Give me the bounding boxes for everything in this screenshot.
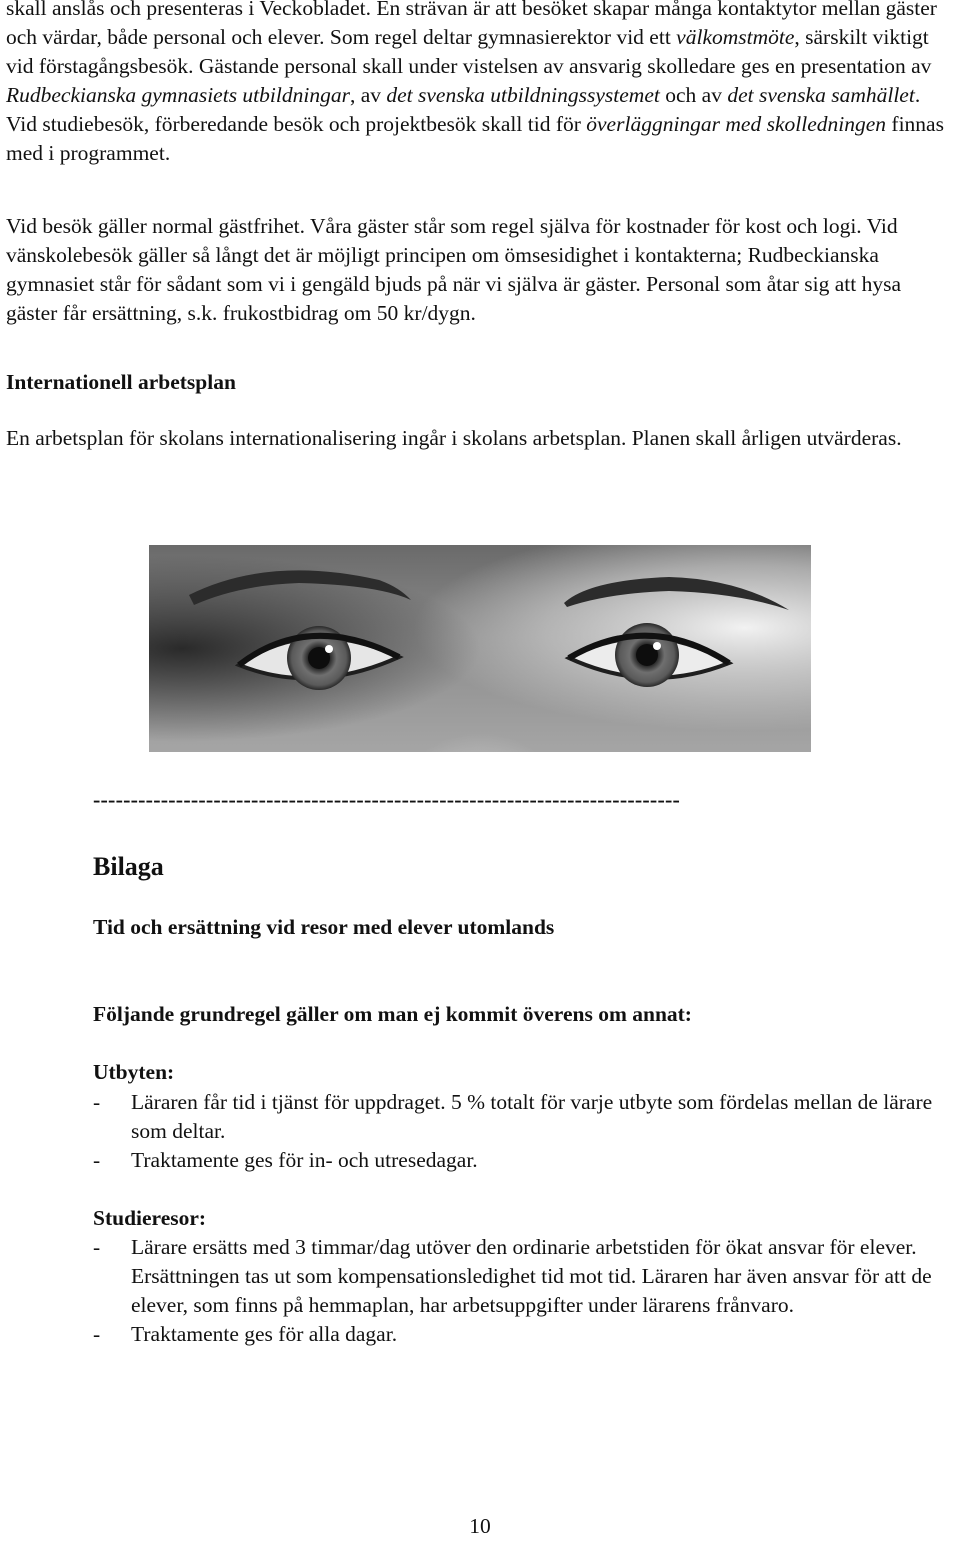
page-number: 10 (469, 1514, 491, 1538)
emphasis-society: det svenska samhället (727, 83, 915, 107)
emphasis-school-programs: Rudbeckianska gymnasiets utbildningar (6, 83, 350, 107)
emphasis-education-system: det svenska utbildningssystemet (386, 83, 660, 107)
section-divider: ------------------------------------------------------------------------------ (93, 787, 681, 812)
heading-study-trips: Studieresor: (93, 1206, 207, 1230)
hospitality-paragraph: Vid besök gäller normal gästfrihet. Våra gäster står som regel själva för kostnader för kost och logi. Vid vänskolebesök gäller så långt det är möjligt principen om ömsesidighet i kontakterna; Rudbeckianska gymnasiet står för sådant som vi i gengäld bjuds på när vi själva är gäster. Personal som åtar sig att hysa gäster får ersättning, s.k. frukostbidrag om 50 kr/dygn. (6, 214, 902, 325)
emphasis-meetings: överläggningar med skolledningen (586, 112, 887, 136)
heading-exchanges: Utbyten: (93, 1060, 175, 1084)
heading-travel-compensation: Tid och ersättning vid resor med elever utomlands (93, 915, 555, 939)
section-heading-international-plan: Internationell arbetsplan (6, 370, 236, 394)
appendix-title: Bilaga (93, 852, 164, 881)
list-bullet: - (93, 1148, 101, 1172)
list-item: - Traktamente ges för alla dagar. (93, 1320, 943, 1349)
emphasis-welcome-meeting: välkomstmöte (676, 25, 795, 49)
list-item: - Läraren får tid i tjänst för uppdraget. 5 % totalt för varje utbyte som fördelas mellan de lärare som deltar. (93, 1090, 933, 1143)
list-item: - Traktamente ges för in- och utresedagar. (93, 1146, 943, 1175)
list-bullet: - (93, 1090, 101, 1114)
study-trips-list (93, 1233, 943, 1349)
work-plan-paragraph: En arbetsplan för skolans internationalisering ingår i skolans arbetsplan. Planen skall årligen utvärderas. (6, 426, 902, 450)
list-bullet: - (93, 1235, 101, 1259)
list-bullet: - (93, 1322, 101, 1346)
heading-basic-rule: Följande grundregel gäller om man ej kommit överens om annat: (93, 1002, 692, 1026)
list-item: - Lärare ersätts med 3 timmar/dag utöver den ordinarie arbetstiden för ökat ansvar för elever. Ersättningen tas ut som kompensationsledighet tid mot tid. Läraren har även ansvar för att de elever, som finns på hemmaplan, har arbetsuppgifter under lärarens frånvaro. (93, 1235, 932, 1317)
intro-paragraph: skall anslås och presenteras i Veckobladet. En strävan är att besöket skapar många kontaktytor mellan gäster och värdar, både personal och elever. Som regel deltar gymnasierektor vid ett välkomstmöte, särskilt viktigt vid förstagångsbesök. Gästande personal skall under vistelsen av ansvarig skolledare ges en presentation av Rudbeckianska gymnasiets utbildningar, av det svenska utbildningssystemet och av det svenska samhället. Vid studiebesök, förberedande besök och projektbesök skall tid för överläggningar med skolledningen finnas med i programmet. (6, 0, 944, 165)
exchanges-list (93, 1088, 943, 1175)
eyes-photo (149, 545, 811, 752)
